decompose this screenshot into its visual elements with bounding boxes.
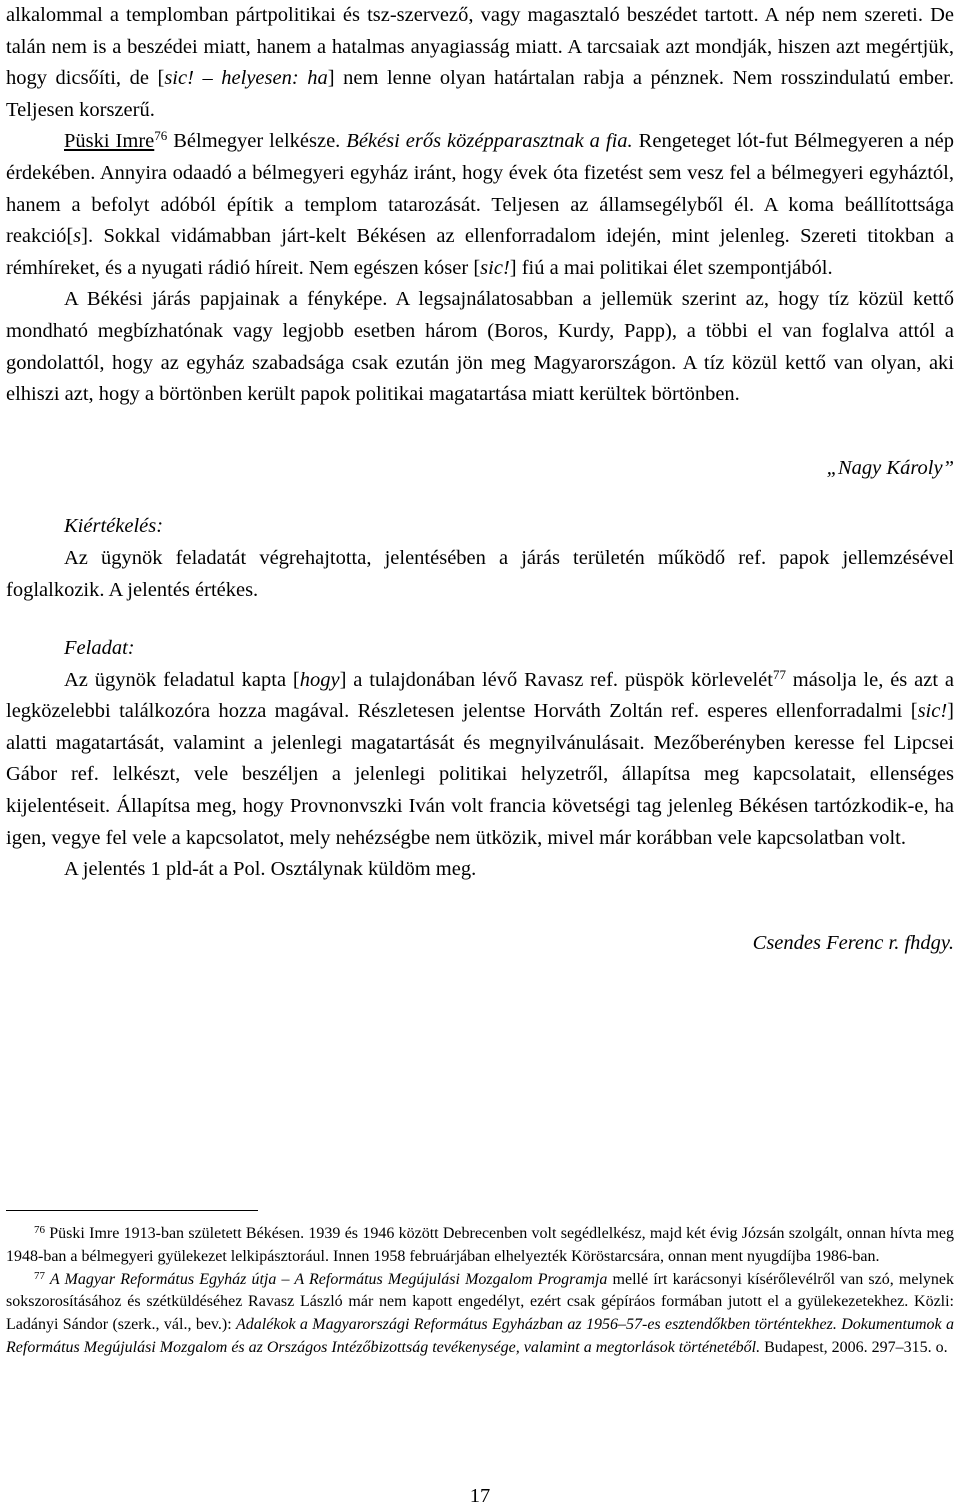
evaluation-heading xyxy=(6,511,954,543)
task-heading xyxy=(6,633,954,665)
text-run: Az ügynök feladatul kapta [ xyxy=(64,668,300,691)
spacer xyxy=(6,484,954,511)
text-run: ] nem lenne olyan határtalan rabja a pénznek. Nem rosszindulatú ember. Teljesen korszerű. xyxy=(6,67,954,121)
text-run: ] fiú a mai politikai élet szempontjából. xyxy=(509,256,833,279)
correction-note: – helyesen: ha xyxy=(193,67,328,90)
task-text xyxy=(6,665,954,855)
closing-line: A jelentés 1 pld-át a Pol. Osztálynak küldöm meg. xyxy=(64,858,477,881)
spacer xyxy=(6,606,954,633)
agent-signature-text: „Nagy Károly” xyxy=(826,456,954,479)
text-run: ] alatti magatartását, valamint a jelenlegi magatartását és megnyilvánulásait. Mezőberényben keresse fel Lipcsei Gábor ref. lelkészt, vele beszéljen a jelenlegi politikai helyzetről, állapítsa meg kapcsolatait, ellenséges kijelentéseit. Állapítsa meg, hogy Provnonvszki Iván volt francia követségi tag jelenleg Békésen tartózkodik-e, ha igen, vegye fel vele a kapcsolatot, mely nehézségbe nem ütközik, mivel már korábban vele kapcsolatban volt. xyxy=(6,700,954,849)
footnote-divider xyxy=(6,1210,258,1211)
footnote-text: Püski Imre 1913-ban született Békésen. 1939 és 1946 között Debrecenben volt segédlelkész, majd két évig Józsán szolgált, onnan hívta meg 1948-ban a bélmegyeri gyülekezet lelkipásztorául. Innen 1958 februárjában elhelyezték Köröstarcsára, onnan ment nyugdíjba 1986-ban. xyxy=(6,1225,954,1265)
italic-run: Békési erős középparasztnak a fia. xyxy=(346,130,633,153)
evaluation-text: Az ügynök feladatát végrehajtotta, jelentésében a járás területén működő ref. papok jellemzésével foglalkozik. A jelentés értékes. xyxy=(6,546,954,601)
paragraph-summary: A Békési járás papjainak a fényképe. A legsajnálatosabban a jellemük szerint az, hogy tíz közül kettő mondható megbízhatónak vagy legjobb esetben három (Boros, Kurdy, Papp), a többi el van foglalva attól a gondolattól, hogy az egyház szabadsága csak ezután jön meg Magyarországon. A tíz közül kettő van olyan, aki elhiszi azt, hogy a börtönben került papok politikai magatartása miatt kerültek börtönben. xyxy=(6,288,954,406)
text-run: másolja le, és azt a legközelebbi találkozóra hozza magával. Részletesen jelentse Horváth Zoltán ref. esperes ellenforradalmi [ xyxy=(6,668,954,723)
text-run: Bélmegyer lelkésze. xyxy=(167,130,347,153)
paragraph-puski xyxy=(6,126,954,284)
paragraph-continued xyxy=(6,0,954,126)
document-page xyxy=(6,0,954,959)
footnote-number: 77 xyxy=(34,1269,45,1282)
spacer xyxy=(6,886,954,928)
page-number: 17 xyxy=(469,1485,491,1507)
footnotes xyxy=(6,1223,954,1360)
text-run: Rengeteget lót-fut Bélmegyeren a nép érdekében. Annyira odaadó a bélmegyeri egyház iránt, hogy évek óta fizetést sem vesz fel a bélmegyeri egyháztól, hanem a befolyt adóból építik a templom tatarozását. Teljesen az államsegélyből él. A koma beállítottsága reakció[ xyxy=(6,130,955,248)
agent-signature xyxy=(6,453,954,485)
footnote-italic: A Magyar Református Egyház útja – A Református Megújulási Mozgalom Programja xyxy=(45,1270,608,1288)
text-run: ]. Sokkal vidámabban járt-kelt Békésen az ellenforradalom idején, mint jelenleg. Szereti titokban a rémhíreket, és a nyugati rádió híreit. Nem egészen kóser [ xyxy=(6,225,954,279)
footnote-number: 76 xyxy=(34,1224,45,1236)
footnote-77 xyxy=(6,1269,954,1360)
footnote-text: Budapest, 2006. 297–315. o. xyxy=(760,1338,948,1356)
officer-signature-text: Csendes Ferenc r. fhdgy. xyxy=(752,931,954,954)
footnote-76 xyxy=(6,1223,954,1269)
sic-note: sic! xyxy=(917,700,948,723)
footnote-text: mellé írt karácsonyi kísérőlevélről van szó, melynek sokszorosításához és szétküldéséhez Ravasz László már nem kapott engedélyt, ezért csak gépíráos formában jutott el a gyülekezetekhez. Közli: Ladányi Sándor (szerk., vál., bev.): xyxy=(6,1270,954,1334)
footnote-ref-77[interactable]: 77 xyxy=(772,666,786,682)
text-run: alkalommal a templomban pártpolitikai és tsz-szervező, vagy magasztaló beszédet tartott. A nép nem szereti. De talán nem is a beszédei miatt, hanem a hatalmas anyagiasság miatt. A tarcsaiak azt mondják, hiszen azt megértjük, hogy dicsőíti, de [ xyxy=(6,4,954,90)
text-run: ] a tulajdonában lévő Ravasz ref. püspök körlevelét xyxy=(339,668,773,691)
sic-note: sic! xyxy=(480,256,510,279)
sic-note: sic! xyxy=(164,67,194,90)
footnote-italic: Adalékok a Magyarországi Református Egyházban az 1956–57-es esztendőkben történtekhez. Dokumentumok a Református Megújulási Mozgalom és az Országos Intézőbizottság tevékenysége, valamint a megtorlások történetéből. xyxy=(6,1316,954,1356)
italic-run: s xyxy=(73,225,82,248)
footnote-ref-76[interactable]: 76 xyxy=(154,128,168,144)
task-heading-text: Feladat: xyxy=(64,637,135,660)
officer-signature xyxy=(6,928,954,960)
evaluation-heading-text: Kiértékelés: xyxy=(64,515,164,538)
spacer xyxy=(6,411,954,453)
person-name: Püski Imre xyxy=(64,130,155,153)
italic-run: hogy xyxy=(299,668,340,691)
